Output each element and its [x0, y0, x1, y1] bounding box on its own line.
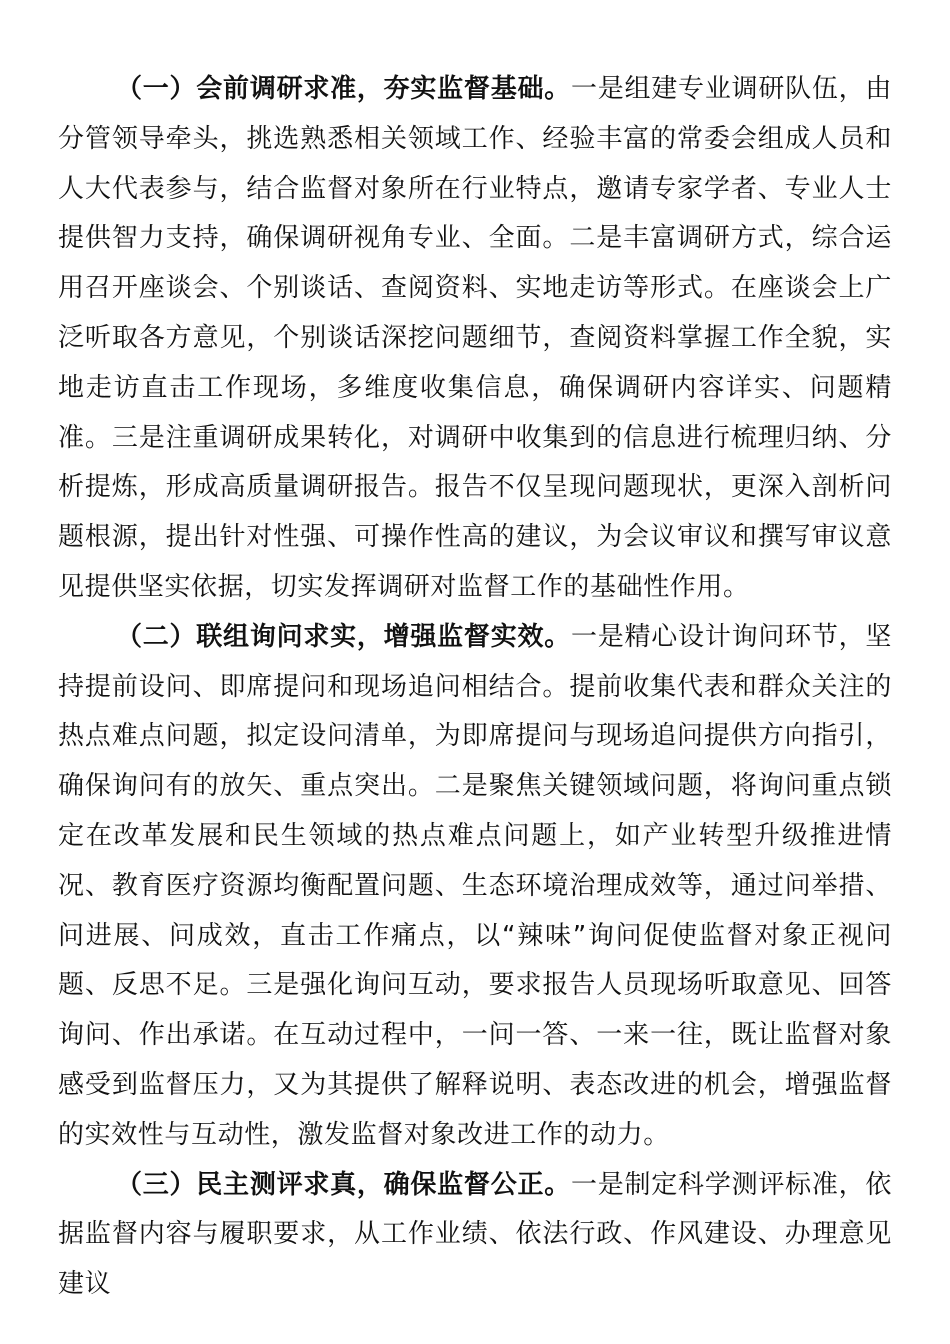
section-2-body: 一是精心设计询问环节，坚持提前设问、即席提问和现场追问相结合。提前收集代表和群众关注的热点难点问题，拟定设问清单，为即席提问与现场追问提供方向指引，确保询问有的放矢、重点突出。二是聚焦关键领域问题，将询问重点锁定在改革发展和民生领域的热点难点问题上，如产业转型升级推进情况、教育医疗资源均衡配置问题、生态环境治理成效等，通过问举措、问进展、问成效，直击工作痛点，以“辣味”询问促使监督对象正视问题、反思不足。三是强化询问互动，要求报告人员现场听取意见、回答询问、作出承诺。在互动过程中，一问一答、一来一往，既让监督对象感受到监督压力，又为其提供了解释说明、表态改进的机会，增强监督的实效性与互动性，激发监督对象改进工作的动力。 [58, 621, 893, 1150]
document-page [58, 65, 892, 1310]
section-2-heading: （二）联组询问求实，增强监督实效。 [116, 621, 571, 652]
section-3-heading: （三）民主测评求真，确保监督公正。 [116, 1169, 571, 1200]
section-3-paragraph [58, 1161, 892, 1310]
section-1-body: 一是组建专业调研队伍，由分管领导牵头，挑选熟悉相关领域工作、经验丰富的常委会组成人员和人大代表参与，结合监督对象所在行业特点，邀请专家学者、专业人士提供智力支持，确保调研视角专业、全面。二是丰富调研方式，综合运用召开座谈会、个别谈话、查阅资料、实地走访等形式。在座谈会上广泛听取各方意见，个别谈话深挖问题细节，查阅资料掌握工作全貌，实地走访直击工作现场，多维度收集信息，确保调研内容详实、问题精准。三是注重调研成果转化，对调研中收集到的信息进行梳理归纳、分析提炼，形成高质量调研报告。报告不仅呈现问题现状，更深入剖析问题根源，提出针对性强、可操作性高的建议，为会议审议和撰写审议意见提供坚实依据，切实发挥调研对监督工作的基础性作用。 [58, 74, 893, 602]
section-3-body: 一是制定科学测评标准，依据监督内容与履职要求，从工作业绩、依法行政、作风建设、办理意见建议 [58, 1169, 893, 1300]
section-1-paragraph [58, 65, 892, 613]
section-2-paragraph [58, 613, 892, 1161]
section-1-heading: （一）会前调研求准，夯实监督基础。 [116, 74, 571, 104]
